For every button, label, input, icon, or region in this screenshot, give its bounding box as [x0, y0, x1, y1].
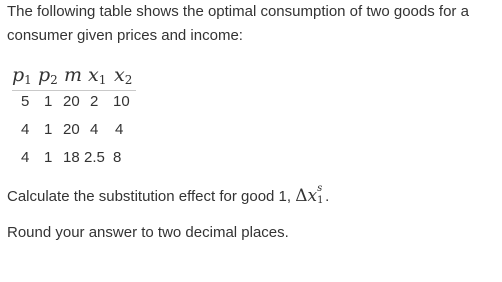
header-p1: $p_1$	[12, 64, 32, 87]
table-cell: 4	[21, 149, 30, 166]
table-cell: 1	[44, 93, 53, 110]
table-cell: 4	[115, 121, 124, 138]
substitution-effect-symbol: Δx s 1	[295, 183, 324, 206]
table-cell: 20	[63, 93, 80, 110]
header-x1: $x_1$	[88, 64, 107, 87]
question-text	[7, 183, 330, 206]
table-cell: 20	[63, 121, 80, 138]
header-p2: $p_2$	[38, 64, 58, 87]
table-cell: 1	[44, 149, 53, 166]
table-cell: 2.5	[84, 149, 105, 166]
header-x2: $x_2$	[114, 64, 133, 87]
intro-text: The following table shows the optimal consumption of two goods for a consumer given prices and income:	[7, 3, 469, 44]
question-suffix: .	[325, 188, 330, 205]
table-cell: 18	[63, 149, 80, 166]
table-cell: 4	[21, 121, 30, 138]
table-row	[18, 149, 148, 169]
table-row	[18, 93, 148, 113]
table-row	[18, 121, 148, 141]
table-cell: 5	[21, 93, 30, 110]
table-cell: 4	[90, 121, 99, 138]
table-cell: 2	[90, 93, 99, 110]
table-cell: 1	[44, 121, 53, 138]
table-cell: 8	[113, 149, 122, 166]
instruction-text: Round your answer to two decimal places.	[7, 224, 289, 241]
question-prefix: Calculate the substitution effect for good 1,	[7, 188, 296, 205]
table-cell: 10	[113, 93, 130, 110]
table-header	[12, 62, 136, 91]
header-m: m	[64, 64, 83, 86]
